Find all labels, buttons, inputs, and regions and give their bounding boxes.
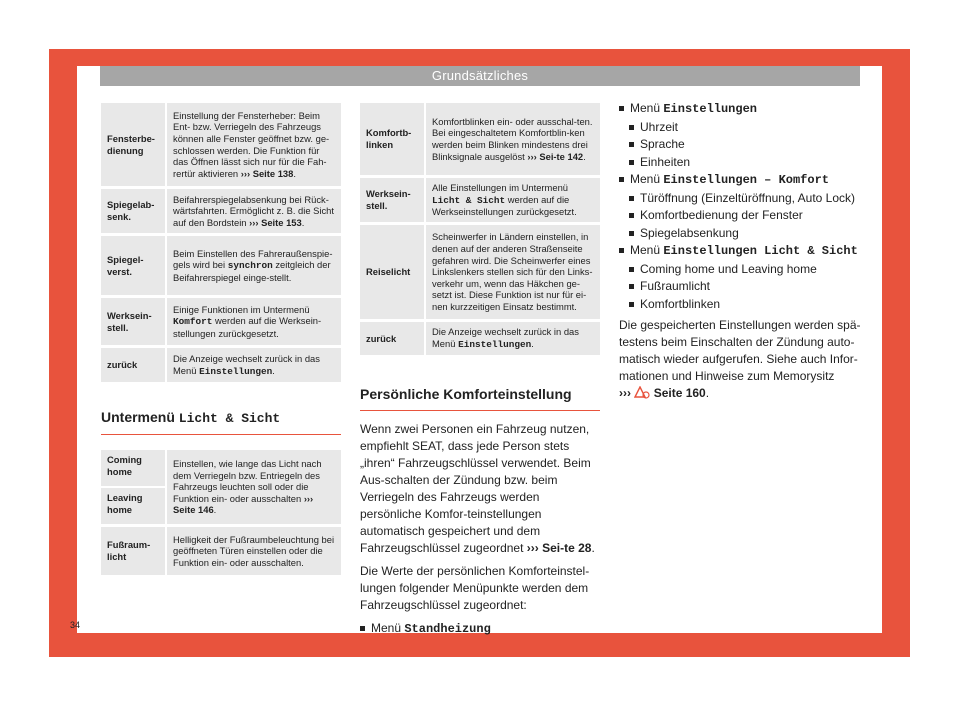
option-description: Einstellung der Fensterheber: Beim Ent- bzw. Verriegeln des Fahrzeugs können alle Fenster geöffnet bzw. ge-schlossen werden. Die Funktion für das Öffnen lässt sich nur für die Fah-rertür aktivieren ››› Seite 138. — [167, 103, 341, 186]
option-description: Die Anzeige wechselt zurück in das Menü Einstellungen. — [426, 322, 600, 355]
bullet-icon — [629, 213, 634, 218]
option-key: Werksein-stell. — [101, 298, 167, 345]
bullet-icon — [619, 248, 624, 253]
option-key — [101, 450, 167, 524]
option-key: Spiegelab-senk. — [101, 189, 167, 233]
table-row — [101, 103, 341, 186]
paragraph: Die Werte der persönlichen Komforteinstel-lungen folgender Menüpunkte werden dem Fahrzeugschlüssel zugeordnet: — [360, 564, 590, 612]
option-description: Die Anzeige wechselt zurück in das Menü Einstellungen. — [167, 348, 341, 382]
submenu-heading: Untermenü Licht & Sicht — [101, 403, 341, 435]
bullet-icon — [629, 267, 634, 272]
list-item: Coming home und Leaving home — [619, 261, 861, 279]
option-key: Komfortb-linken — [360, 103, 426, 175]
option-description: Beim Einstellen des Fahreraußenspie-gels wird bei synchron zeitgleich der Beifahrerspiegel einge-stellt. — [167, 236, 341, 295]
option-description: Einstellen, wie lange das Licht nach dem Verriegeln bzw. Entriegeln des Fahrzeugs leuchten soll oder die Funktion ein- oder ausschalten ››› Seite 146. — [167, 450, 341, 524]
list-item: Komfortblinken — [619, 296, 861, 314]
section-body — [360, 421, 600, 614]
option-key: zurück — [360, 322, 426, 355]
option-description: Komfortblinken ein- oder ausschal-ten. Bei eingeschaltetem Komfortblin-ken werden beim Blinken mindestens drei Blinksignale ausgelöst ››› Sei-te 142. — [426, 103, 600, 175]
bullet-icon — [629, 284, 634, 289]
option-description: Alle Einstellungen im Untermenü Licht & Sicht werden auf die Werkseinstellungen zurückgesetzt. — [426, 178, 600, 222]
list-item: Spiegelabsenkung — [619, 225, 861, 243]
bullet-icon — [360, 626, 365, 631]
section-body — [619, 317, 861, 402]
bullet-icon — [629, 196, 634, 201]
list-item: Menü Standheizung — [360, 620, 600, 639]
page-reference-link[interactable]: ››› Sei-te 142 — [527, 150, 584, 162]
table-row — [360, 103, 600, 175]
column-3 — [619, 100, 861, 408]
bullet-icon — [629, 231, 634, 236]
option-key-coming-home: Coming home — [101, 450, 165, 488]
table-row — [360, 225, 600, 319]
bullet-icon — [629, 142, 634, 147]
table-row — [101, 189, 341, 233]
list-item: Komfortbedienung der Fenster — [619, 207, 861, 225]
page-header: Grundsätzliches — [100, 66, 860, 86]
bullet-icon — [619, 106, 624, 111]
option-key: zurück — [101, 348, 167, 382]
list-item: Fußraumlicht — [619, 278, 861, 296]
paragraph: Die gespeicherten Einstellungen werden spä-testens beim Einschalten der Zündung auto-matisch wieder aufgerufen. Siehe auch Infor-mationen und Hinweise zum Memorysitz ››› Seite 160. — [619, 318, 861, 400]
table-row — [101, 527, 341, 575]
table-row — [101, 298, 341, 345]
bullet-icon — [629, 302, 634, 307]
warning-triangle-icon — [634, 386, 650, 399]
page-number: 34 — [70, 620, 81, 630]
bullet-icon — [629, 125, 634, 130]
page-reference-link[interactable]: ››› Seite 153 — [249, 216, 302, 228]
settings-table-licht-sicht-cont — [360, 100, 600, 358]
list-item: Türöffnung (Einzeltüröffnung, Auto Lock) — [619, 190, 861, 208]
list-item: Menü Einstellungen – Komfort — [619, 171, 861, 190]
table-row — [360, 178, 600, 222]
list-item: Uhrzeit — [619, 119, 861, 137]
option-description: Scheinwerfer in Ländern einstellen, in denen auf der anderen Straßenseite gefahren wird. Die Scheinwerfer eines Linkslenkers stellen sich für den Links-verkehr um, wenn das Häkchen ge-setzt ist. Diese Funktion ist nur für ei-nen kurzzeitigen Einsatz bestimmt. — [426, 225, 600, 319]
list-item: Menü Einstellungen Licht & Sicht — [619, 242, 861, 261]
list-item: Einheiten — [619, 154, 861, 172]
section-heading: Persönliche Komforteinstellung — [360, 380, 600, 411]
option-description: Beifahrerspiegelabsenkung bei Rück-wärtsfahrten. Ermöglicht z. B. die Sicht auf den Bordstein ››› Seite 153. — [167, 189, 341, 233]
option-description: Helligkeit der Fußraumbeleuchtung bei geöffneten Türen einstellen oder die Funktion ein- oder ausschalten. — [167, 527, 341, 575]
option-key: Reiselicht — [360, 225, 426, 319]
settings-table-licht-sicht — [101, 447, 341, 578]
option-key: Werksein-stell. — [360, 178, 426, 222]
list-item: Sprache — [619, 136, 861, 154]
bullet-icon — [629, 160, 634, 165]
settings-table-komfort — [101, 100, 341, 385]
column-2 — [360, 100, 600, 639]
paragraph: Wenn zwei Personen ein Fahrzeug nutzen, empfiehlt SEAT, dass jede Person stets „ihren“ Fahrzeugschlüssel verwendet. Beim Aus-schalten der Zündung bzw. beim Verriegeln des Fahrzeugs werden persönliche Komfor-teinstellungen automatisch gespeichert und dem Fahrzeugschlüssel zugeordnet ››› Sei-te 28. — [360, 422, 595, 555]
option-description: Einige Funktionen im Untermenü Komfort werden auf die Werksein-stellungen zurückgesetzt. — [167, 298, 341, 345]
list-item: Menü Einstellungen — [619, 100, 861, 119]
option-key: Spiegel-verst. — [101, 236, 167, 295]
page-reference-link[interactable]: ››› Seite 138 — [240, 167, 294, 179]
page-reference-link[interactable]: ››› Seite 146 — [173, 492, 314, 516]
table-row — [101, 236, 341, 295]
bullet-icon — [619, 177, 624, 182]
table-row — [101, 450, 341, 524]
table-row — [360, 322, 600, 355]
table-row — [101, 348, 341, 382]
page-reference-link[interactable]: ››› Seite 160 — [619, 386, 706, 400]
page-reference-link[interactable]: ››› Sei-te 28 — [526, 541, 592, 555]
option-key: Fußraum-licht — [101, 527, 167, 575]
option-key-leaving-home: Leaving home — [107, 492, 143, 515]
column-1 — [101, 100, 341, 578]
option-key: Fensterbe-dienung — [101, 103, 167, 186]
